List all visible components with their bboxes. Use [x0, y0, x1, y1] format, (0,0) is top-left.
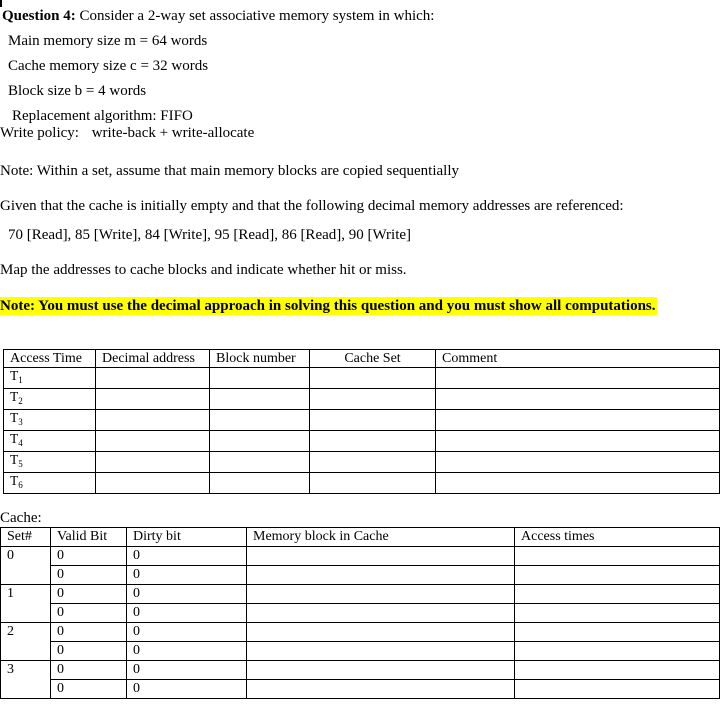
map-instruction: Map the addresses to cache blocks and indicate whether hit or miss. [0, 262, 407, 278]
param-replacement: Replacement algorithm: FIFO [12, 108, 193, 124]
decimal-address-cell[interactable] [96, 368, 210, 389]
memory-block-cell[interactable] [247, 623, 515, 642]
access-row [4, 452, 720, 473]
note-sequential: Note: Within a set, assume that main memory blocks are copied sequentially [0, 163, 460, 179]
decimal-address-cell[interactable] [96, 431, 210, 452]
block-number-cell[interactable] [210, 389, 310, 410]
cache-line-row [1, 642, 720, 661]
set-number: 0 [1, 547, 51, 585]
dirty-bit-cell: 0 [127, 642, 247, 661]
access-times-cell[interactable] [515, 661, 720, 680]
valid-bit-cell: 0 [51, 547, 127, 566]
access-row [4, 389, 720, 410]
margin-mark [0, 0, 2, 7]
question-intro-line [2, 7, 434, 25]
access-row [4, 431, 720, 452]
question-label: Question 4: [2, 8, 76, 24]
access-header-row [4, 350, 720, 368]
memory-block-cell[interactable] [247, 566, 515, 585]
given-text: Given that the cache is initially empty and that the following decimal memory addresses are referenced: [0, 198, 624, 214]
comment-cell[interactable] [436, 452, 720, 473]
cache-table [0, 527, 720, 699]
header-decimal-address: Decimal address [96, 350, 210, 368]
cache-line-row [1, 585, 720, 604]
param-main-memory: Main memory size m = 64 words [8, 33, 208, 49]
block-number-cell[interactable] [210, 473, 310, 494]
memory-block-cell[interactable] [247, 642, 515, 661]
dirty-bit-cell: 0 [127, 547, 247, 566]
access-times-cell[interactable] [515, 642, 720, 661]
comment-cell[interactable] [436, 389, 720, 410]
memory-block-cell[interactable] [247, 604, 515, 623]
cache-set-cell[interactable] [310, 410, 436, 431]
cache-line-row [1, 680, 720, 699]
write-policy-value: write-back + write-allocate [91, 125, 255, 141]
valid-bit-cell: 0 [51, 604, 127, 623]
cache-set-cell[interactable] [310, 452, 436, 473]
memory-block-cell[interactable] [247, 661, 515, 680]
comment-cell[interactable] [436, 368, 720, 389]
set-number: 2 [1, 623, 51, 661]
valid-bit-cell: 0 [51, 585, 127, 604]
cache-line-row [1, 623, 720, 642]
valid-bit-cell: 0 [51, 566, 127, 585]
param-block-size: Block size b = 4 words [8, 83, 147, 99]
cache-line-row [1, 566, 720, 585]
access-time-cell: $T_3$ [4, 410, 96, 431]
cache-set-cell[interactable] [310, 473, 436, 494]
access-row [4, 473, 720, 494]
memory-block-cell[interactable] [247, 585, 515, 604]
valid-bit-cell: 0 [51, 680, 127, 699]
decimal-address-cell[interactable] [96, 389, 210, 410]
block-number-cell[interactable] [210, 368, 310, 389]
dirty-bit-cell: 0 [127, 585, 247, 604]
cache-line-row [1, 604, 720, 623]
access-time-cell: $T_5$ [4, 452, 96, 473]
header-access-time: Access Time [4, 350, 96, 368]
header-comment: Comment [436, 350, 720, 368]
comment-cell[interactable] [436, 410, 720, 431]
dirty-bit-cell: 0 [127, 661, 247, 680]
dirty-bit-cell: 0 [127, 566, 247, 585]
header-access-times: Access times [515, 528, 720, 547]
cache-caption: Cache: [0, 510, 42, 526]
cache-set-cell[interactable] [310, 368, 436, 389]
decimal-address-cell[interactable] [96, 473, 210, 494]
cache-set-cell[interactable] [310, 389, 436, 410]
address-list: 70 [Read], 85 [Write], 84 [Write], 95 [Read], 86 [Read], 90 [Write] [8, 227, 412, 243]
access-time-cell: $T_1$ [4, 368, 96, 389]
header-dirty-bit: Dirty bit [127, 528, 247, 547]
set-number: 3 [1, 661, 51, 699]
access-times-cell[interactable] [515, 680, 720, 699]
set-number: 1 [1, 585, 51, 623]
header-set: Set# [1, 528, 51, 547]
valid-bit-cell: 0 [51, 661, 127, 680]
block-number-cell[interactable] [210, 410, 310, 431]
cache-line-row [1, 547, 720, 566]
access-times-cell[interactable] [515, 623, 720, 642]
write-policy-line [0, 124, 254, 142]
comment-cell[interactable] [436, 473, 720, 494]
access-times-cell[interactable] [515, 566, 720, 585]
memory-block-cell[interactable] [247, 680, 515, 699]
decimal-address-cell[interactable] [96, 452, 210, 473]
memory-block-cell[interactable] [247, 547, 515, 566]
cache-set-cell[interactable] [310, 431, 436, 452]
header-valid-bit: Valid Bit [51, 528, 127, 547]
dirty-bit-cell: 0 [127, 604, 247, 623]
access-times-cell[interactable] [515, 547, 720, 566]
comment-cell[interactable] [436, 431, 720, 452]
header-memory-block: Memory block in Cache [247, 528, 515, 547]
write-policy-label: Write policy: [0, 125, 79, 141]
valid-bit-cell: 0 [51, 642, 127, 661]
question-intro: Consider a 2-way set associative memory system in which: [79, 8, 435, 24]
access-table [3, 349, 720, 494]
cache-header-row [1, 528, 720, 547]
access-time-cell: $T_2$ [4, 389, 96, 410]
access-times-cell[interactable] [515, 604, 720, 623]
decimal-address-cell[interactable] [96, 410, 210, 431]
note-decimal-approach: Note: You must use the decimal approach in solving this question and you must show all computations. [0, 298, 656, 314]
header-cache-set: Cache Set [310, 350, 436, 368]
dirty-bit-cell: 0 [127, 623, 247, 642]
dirty-bit-cell: 0 [127, 680, 247, 699]
valid-bit-cell: 0 [51, 623, 127, 642]
access-row [4, 410, 720, 431]
access-time-cell: $T_4$ [4, 431, 96, 452]
header-block-number: Block number [210, 350, 310, 368]
access-times-cell[interactable] [515, 585, 720, 604]
cache-line-row [1, 661, 720, 680]
param-cache-memory: Cache memory size c = 32 words [8, 58, 209, 74]
access-time-cell: $T_6$ [4, 473, 96, 494]
block-number-cell[interactable] [210, 431, 310, 452]
block-number-cell[interactable] [210, 452, 310, 473]
access-row [4, 368, 720, 389]
